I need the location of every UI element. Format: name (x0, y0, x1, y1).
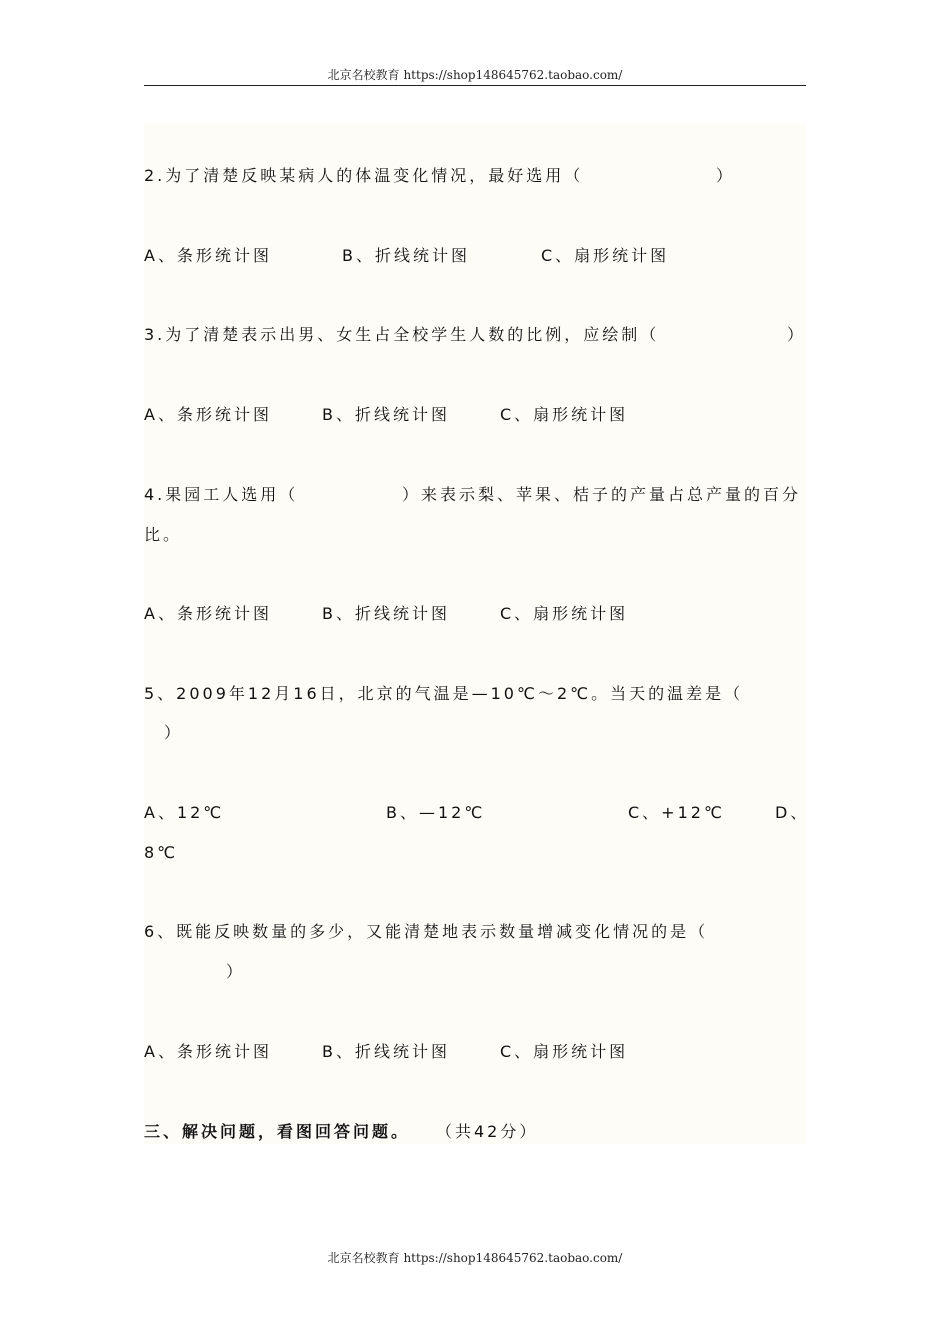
question-6-close: ） (226, 962, 246, 981)
question-4-stem-cont: 比。 (144, 525, 183, 544)
question-6-stem: 6、既能反映数量的多少，又能清楚地表示数量增减变化情况的是（ (144, 922, 709, 941)
question-5-close: ） (164, 723, 184, 742)
question-6-option-b: B、折线统计图 (322, 1042, 450, 1061)
question-6-option-a: A、条形统计图 (144, 1042, 272, 1061)
question-3-stem: 3.为了清楚表示出男、女生占全校学生人数的比例，应绘制（ (144, 325, 660, 344)
question-4-option-c: C、扇形统计图 (500, 604, 629, 623)
header-divider (144, 85, 806, 86)
question-4-option-b: B、折线统计图 (322, 604, 450, 623)
question-6-option-c: C、扇形统计图 (500, 1042, 629, 1061)
question-3-option-b: B、折线统计图 (322, 405, 450, 424)
page-header: 北京名校教育 https://shop148645762.taobao.com/ (327, 68, 623, 82)
question-3-option-a: A、条形统计图 (144, 405, 272, 424)
section-3-points: （共42分） (436, 1122, 539, 1141)
question-4-stem: 4.果园工人选用（ (144, 485, 299, 504)
content-area (144, 123, 806, 1144)
question-2-option-b: B、折线统计图 (342, 246, 470, 265)
question-2-stem: 2.为了清楚反映某病人的体温变化情况，最好选用（ (144, 166, 584, 185)
question-3-close: ） (787, 325, 807, 344)
question-5-option-c: C、+12℃ (628, 803, 725, 822)
question-4-stem-rest: ）来表示梨、苹果、桔子的产量占总产量的百分 (402, 485, 802, 504)
question-2-option-c: C、扇形统计图 (541, 246, 670, 265)
question-3-option-c: C、扇形统计图 (500, 405, 629, 424)
question-2-close: ） (716, 166, 736, 185)
section-3-title: 三、解决问题，看图回答问题。 (144, 1122, 411, 1141)
question-5-stem: 5、2009年12月16日，北京的气温是—10℃～2℃。当天的温差是（ (144, 684, 744, 703)
question-5-option-a: A、12℃ (144, 803, 225, 822)
question-5-option-b: B、—12℃ (386, 803, 486, 822)
question-4-option-a: A、条形统计图 (144, 604, 272, 623)
question-2-option-a: A、条形统计图 (144, 246, 272, 265)
page-footer: 北京名校教育 https://shop148645762.taobao.com/ (327, 1251, 623, 1265)
question-5-option-d-cont: 8℃ (144, 843, 179, 862)
question-5-option-d: D、 (775, 803, 810, 822)
